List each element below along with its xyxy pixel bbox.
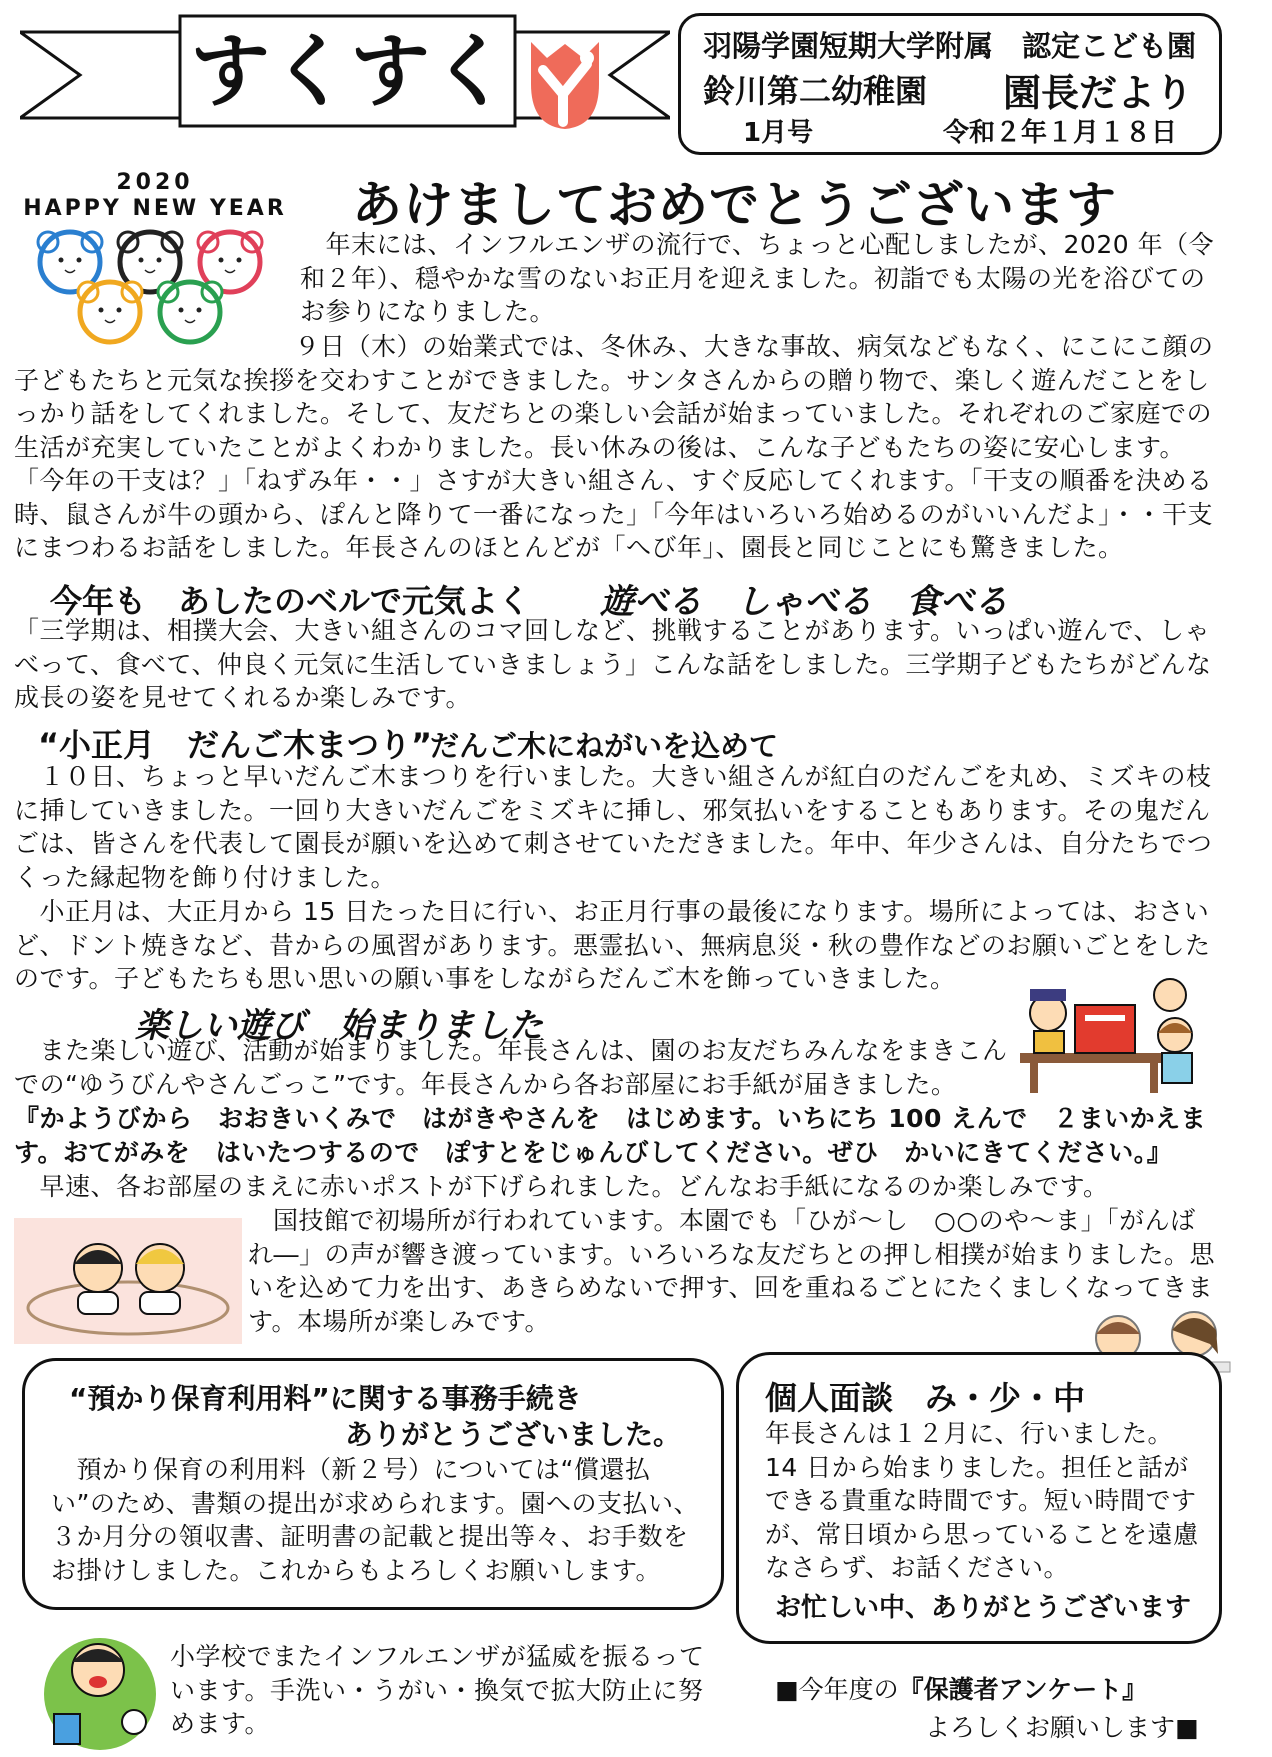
section4-paragraph3: 国技館で初場所が行われています。本園でも「ひが～し ○○のや～ま」「がんばれ―」の声が響き渡っています。いろいろな友だちとの押し相撲が始まりました。思いを込めて力を出す、あきらめないで押す、回を重ねるごとにたくましくなってきます。本場所が楽しみです。 [248, 1206, 1216, 1336]
survey-name: 『保護者アンケート』 [898, 1675, 1148, 1704]
section4-paragraph1: また楽しい遊び、活動が始まりました。年長さんは、園のお友だちみんなをまきこんでの“ゆうびんやさんごっこ”です。年長さんから各お部屋にお手紙が届きました。 [14, 1036, 1008, 1099]
fee-box-body: 預かり保育の利用料（新２号）については“償還払い”のため、書類の提出が求められます。園への支払い、３か月分の領収書、証明書の記載と提出等々、お手数をお掛けしました。これからもよろしくお願いします。 [51, 1455, 699, 1585]
issue-label: 1月号 [743, 118, 814, 148]
interview-box-body: 年長さんは１２月に、行いました。14 日から始まりました。担任と話ができる貴重な時間です。短い時間ですが、常日頃から思っていることを遠慮なさらず、お話ください。 [765, 1419, 1199, 1582]
new-year-year: 2020 [116, 170, 194, 195]
survey-line1 [775, 1670, 1147, 1706]
section3-subheading: だんご木にねがいを込めて [430, 729, 779, 763]
new-year-greeting: HAPPY NEW YEAR [23, 196, 287, 221]
sumo-illustration [14, 1218, 242, 1344]
survey-prefix: ■今年度の [775, 1675, 899, 1704]
section1-paragraph2: ９日（木）の始業式では、冬休み、大きな事故、病気などもなく、にこにこ顔の子どもたちと元気な挨拶を交わすことができました。サンタさんからの贈り物で、楽しく遊んだことをしっかり話をしてくれました。そして、友だちとの楽しい会話が始まっていました。それぞれのご家庭での生活が充実していたことがよくわかりました。長い休みの後は、こんな子どもたちの姿に安心します。「今年の干支は？」「ねずみ年・・」さすが大きい組さん、すぐ反応してくれます。「干支の順番を決める時、鼠さんが牛の頭から、ぽんと降りて一番になった」「今年はいろいろ始めるのがいいんだよ」・・干支にまつわるお話をしました。年長さんのほとんどが「へび年」、園長と同じことにも驚きました。 [14, 332, 1214, 562]
section2-motto: 遊べる しゃべる 食べる [600, 582, 1008, 622]
section2-paragraph: 「三学期は、相撲大会、大きい組さんのコマ回しなど、挑戦することがあります。いっぱい遊んで、しゃべって、食べて、仲良く元気に生活していきましょう」こんな話をしました。三学期子どもたちがどんな成長の姿を見せてくれるか楽しみです。 [14, 616, 1212, 712]
school-emblem-icon [525, 34, 605, 134]
fee-box-title-line1: “預かり保育利用料”に関する事務手続き [69, 1382, 582, 1415]
main-headline: あけましておめでとうございます [352, 176, 1117, 234]
newsletter-name: 園長だより [1003, 71, 1194, 115]
interview-box [736, 1352, 1222, 1644]
section3-heading: “小正月 だんご木まつり” [38, 726, 433, 764]
issue-date: 令和２年１月１８日 [943, 118, 1178, 148]
section4-paragraph2: 早速、各お部屋のまえに赤いポストが下げられました。どんなお手紙になるのか楽しみです。 [14, 1172, 1109, 1201]
handwashing-illustration [40, 1622, 160, 1752]
section3-paragraph1: １０日、ちょっと早いだんご木まつりを行いました。大きい組さんが紅白のだんごを丸め、ミズキの枝に挿していきました。一回り大きいだんごをミズキに挿し、邪気払いをすることもあります。その鬼だんごは、皆さんを代表して園長が願いを込めて刺させていただきました。年中、年少さんは、自分たちでつくった縁起物を飾り付けました。 [14, 762, 1213, 892]
flu-notice: 小学校でまたインフルエンザが猛威を振るっています。手洗い・うがい・換気で拡大防止に努めます。 [170, 1642, 705, 1738]
section2-heading: 今年も あしたのベルで元気よく [50, 582, 531, 620]
fee-procedure-box [22, 1358, 724, 1610]
interview-box-title: 個人面談 み・少・中 [765, 1379, 1086, 1417]
header-info-box [678, 13, 1222, 155]
logo-text: すくすく [190, 25, 510, 118]
mail-play-illustration [1020, 975, 1220, 1095]
org-line: 羽陽学園短期大学附属 認定こども園 [703, 29, 1197, 63]
fee-box-title-line2: ありがとうございました。 [345, 1418, 682, 1451]
school-name: 鈴川第二幼稚園 [703, 72, 928, 110]
section4-letter: 『かようびから おおきいくみで はがきやさんを はじめます。いちにち 100 えんで ２まいかえます。おてがみを はいたつするので ぽすとをじゅんびしてください。ぜひ かいにきてください。』 [14, 1104, 1207, 1167]
interview-box-closing: お忙しい中、ありがとうございます [775, 1593, 1192, 1623]
section4-heading: 楽しい遊び 始まりました [135, 1006, 543, 1046]
section1-paragraph1: 年末には、インフルエンザの流行で、ちょっと心配しましたが、2020 年（令和２年）、穏やかな雪のないお正月を迎えました。初詣でも太陽の光を浴びてのお参りになりました。 [300, 230, 1215, 326]
survey-request: よろしくお願いします■ [925, 1713, 1199, 1742]
section3-paragraph2: 小正月は、大正月から 15 日たった日に行い、お正月行事の最後になります。場所によっては、おさいど、ドント焼きなど、昔からの風習があります。悪霊払い、無病息災・秋の豊作などのお願いごとをしたのです。子どもたちも思い思いの願い事をしながらだんご木を飾っていきました。 [14, 897, 1211, 993]
